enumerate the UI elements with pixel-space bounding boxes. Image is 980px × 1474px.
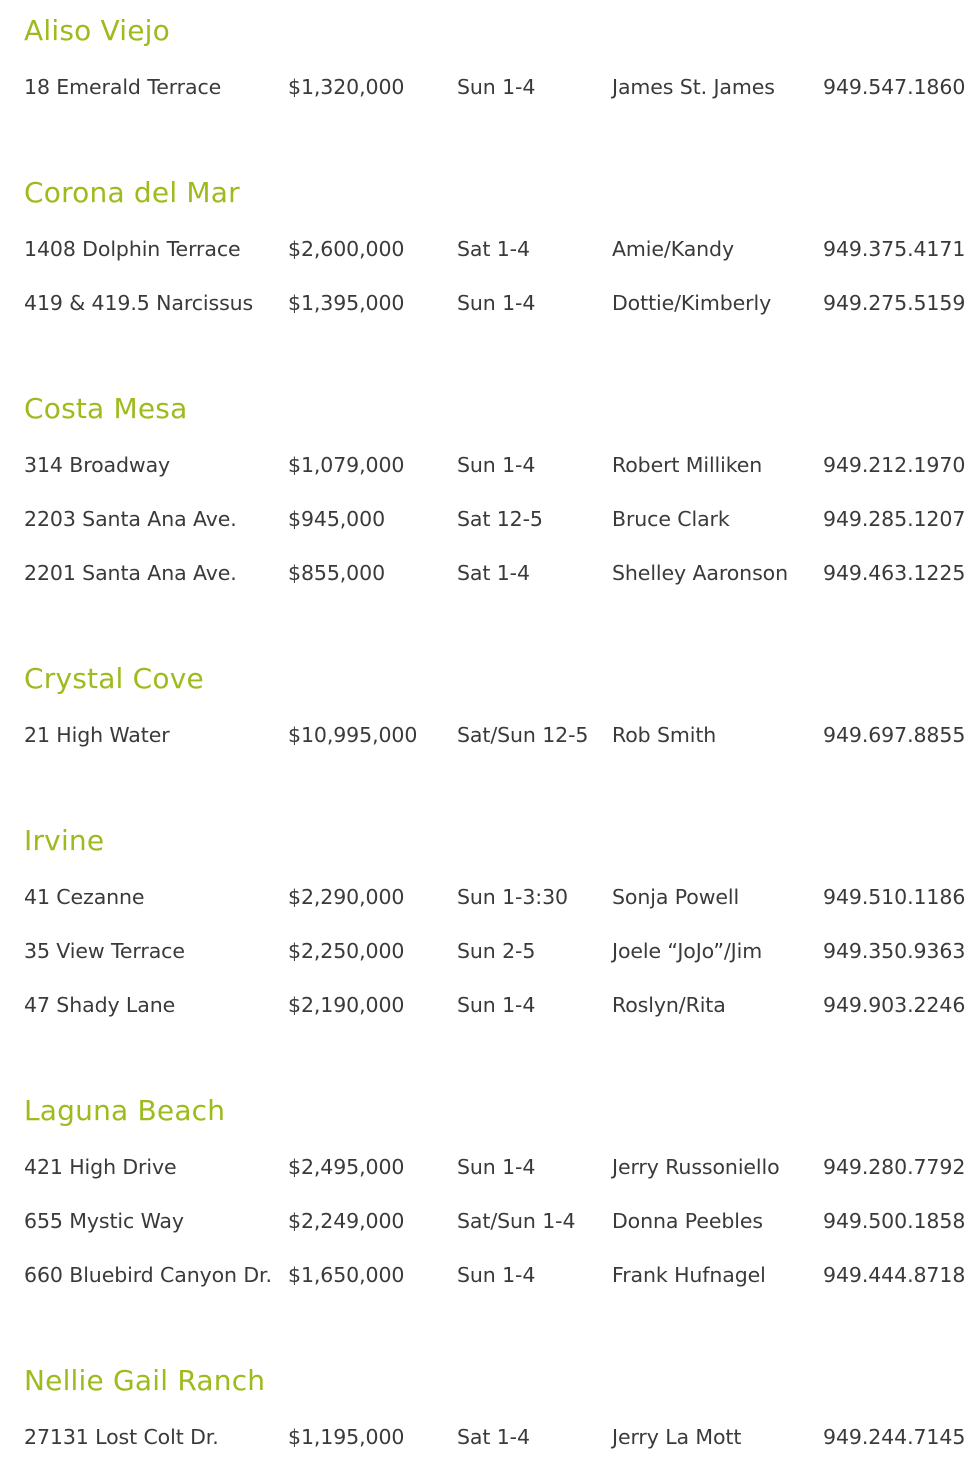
listing-address: 655 Mystic Way (24, 1209, 184, 1233)
agent-phone: 949.510.1186 (823, 885, 966, 909)
listing-address: 2201 Santa Ana Ave. (24, 561, 237, 585)
city-heading: Costa Mesa (24, 392, 188, 425)
listing-price: $2,290,000 (288, 885, 405, 909)
open-house-time: Sat 1-4 (457, 561, 530, 585)
open-house-time: Sat 1-4 (457, 1425, 530, 1449)
listing-price: $2,600,000 (288, 237, 405, 261)
listing-agent: Amie/Kandy (612, 237, 734, 261)
listing-row (0, 234, 980, 264)
city-heading: Corona del Mar (24, 176, 240, 209)
agent-phone: 949.500.1858 (823, 1209, 966, 1233)
open-house-time: Sun 1-4 (457, 1155, 536, 1179)
listing-row (0, 1260, 980, 1290)
open-house-time: Sat/Sun 12-5 (457, 723, 589, 747)
agent-phone: 949.903.2246 (823, 993, 966, 1017)
agent-phone: 949.285.1207 (823, 507, 966, 531)
open-house-time: Sun 2-5 (457, 939, 536, 963)
listing-address: 421 High Drive (24, 1155, 177, 1179)
listing-address: 2203 Santa Ana Ave. (24, 507, 237, 531)
agent-phone: 949.375.4171 (823, 237, 966, 261)
listing-address: 18 Emerald Terrace (24, 75, 222, 99)
open-house-time: Sun 1-4 (457, 993, 536, 1017)
listing-agent: Dottie/Kimberly (612, 291, 772, 315)
listing-price: $2,249,000 (288, 1209, 405, 1233)
agent-phone: 949.444.8718 (823, 1263, 966, 1287)
listing-row (0, 558, 980, 588)
listing-address: 1408 Dolphin Terrace (24, 237, 241, 261)
open-house-time: Sat/Sun 1-4 (457, 1209, 576, 1233)
listing-price: $1,320,000 (288, 75, 405, 99)
listing-agent: Roslyn/Rita (612, 993, 726, 1017)
agent-phone: 949.547.1860 (823, 75, 966, 99)
listing-agent: Sonja Powell (612, 885, 740, 909)
listing-agent: Frank Hufnagel (612, 1263, 766, 1287)
listing-agent: Shelley Aaronson (612, 561, 788, 585)
listing-agent: Robert Milliken (612, 453, 763, 477)
listing-address: 41 Cezanne (24, 885, 145, 909)
listing-agent: James St. James (612, 75, 775, 99)
listing-price: $1,395,000 (288, 291, 405, 315)
listing-price: $855,000 (288, 561, 386, 585)
city-heading: Aliso Viejo (24, 14, 170, 47)
open-house-time: Sun 1-3:30 (457, 885, 568, 909)
listing-address: 27131 Lost Colt Dr. (24, 1425, 219, 1449)
listing-row (0, 720, 980, 750)
listing-agent: Jerry Russoniello (612, 1155, 780, 1179)
listing-agent: Jerry La Mott (612, 1425, 742, 1449)
listing-address: 21 High Water (24, 723, 170, 747)
agent-phone: 949.463.1225 (823, 561, 966, 585)
listing-row (0, 1422, 980, 1452)
agent-phone: 949.212.1970 (823, 453, 966, 477)
listing-agent: Donna Peebles (612, 1209, 763, 1233)
open-house-time: Sun 1-4 (457, 453, 536, 477)
listing-price: $2,250,000 (288, 939, 405, 963)
listing-row (0, 504, 980, 534)
city-heading: Irvine (24, 824, 105, 857)
listing-row (0, 1206, 980, 1236)
listing-address: 660 Bluebird Canyon Dr. (24, 1263, 272, 1287)
open-house-time: Sat 12-5 (457, 507, 543, 531)
open-house-time: Sun 1-4 (457, 75, 536, 99)
listing-row (0, 450, 980, 480)
listing-agent: Rob Smith (612, 723, 717, 747)
open-house-time: Sun 1-4 (457, 291, 536, 315)
open-house-time: Sun 1-4 (457, 1263, 536, 1287)
listing-price: $945,000 (288, 507, 386, 531)
city-heading: Crystal Cove (24, 662, 204, 695)
listing-address: 35 View Terrace (24, 939, 185, 963)
city-heading: Laguna Beach (24, 1094, 226, 1127)
agent-phone: 949.244.7145 (823, 1425, 966, 1449)
open-house-time: Sat 1-4 (457, 237, 530, 261)
listing-agent: Bruce Clark (612, 507, 730, 531)
agent-phone: 949.350.9363 (823, 939, 966, 963)
listing-price: $1,650,000 (288, 1263, 405, 1287)
listing-agent: Joele “JoJo”/Jim (612, 939, 763, 963)
listing-price: $2,495,000 (288, 1155, 405, 1179)
listing-row (0, 936, 980, 966)
city-heading: Nellie Gail Ranch (24, 1364, 266, 1397)
agent-phone: 949.697.8855 (823, 723, 966, 747)
listing-price: $10,995,000 (288, 723, 418, 747)
listing-row (0, 288, 980, 318)
listing-price: $2,190,000 (288, 993, 405, 1017)
agent-phone: 949.280.7792 (823, 1155, 966, 1179)
listing-row (0, 1152, 980, 1182)
listing-price: $1,079,000 (288, 453, 405, 477)
listing-row (0, 72, 980, 102)
listing-address: 314 Broadway (24, 453, 171, 477)
listing-row (0, 882, 980, 912)
listing-address: 47 Shady Lane (24, 993, 176, 1017)
listing-price: $1,195,000 (288, 1425, 405, 1449)
listing-row (0, 990, 980, 1020)
listing-address: 419 & 419.5 Narcissus (24, 291, 254, 315)
agent-phone: 949.275.5159 (823, 291, 966, 315)
